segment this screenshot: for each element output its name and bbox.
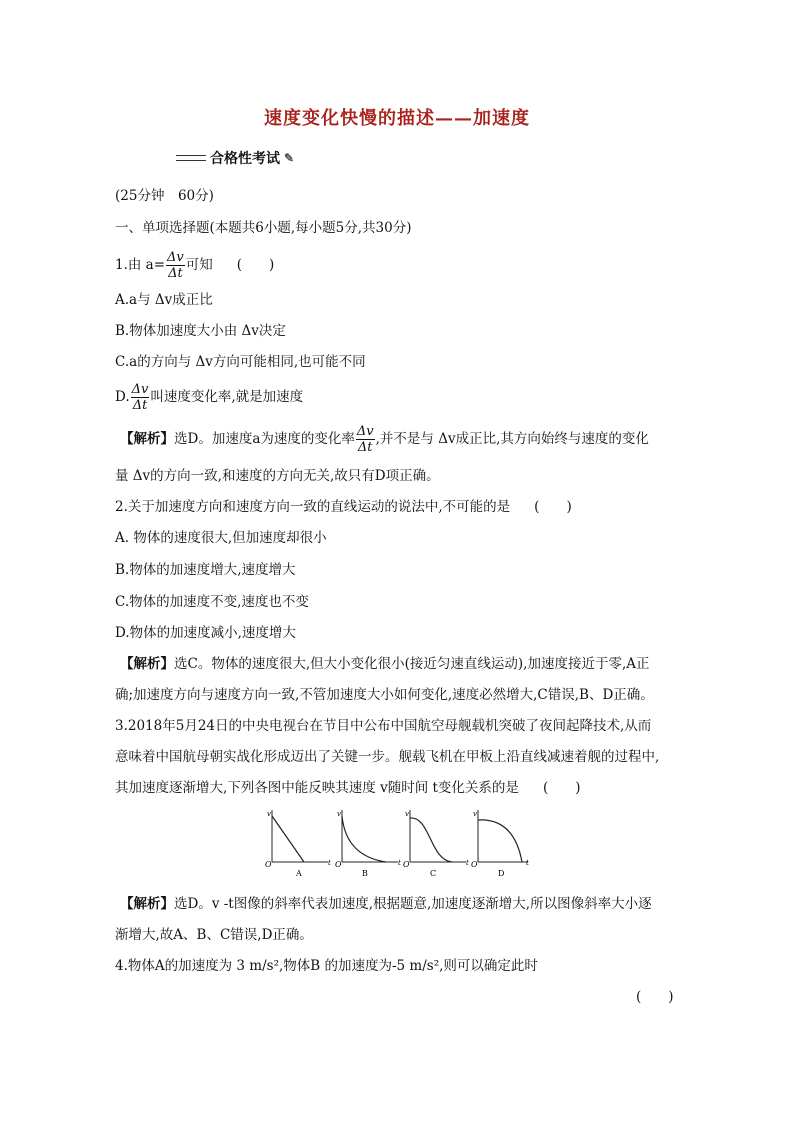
frac-den: Δt (357, 440, 373, 455)
q1-ans-pre: 选D。加速度a为速度的变化率 (174, 431, 355, 447)
q1-option-c: C.a的方向与 Δv方向可能相同,也可能不同 (115, 354, 366, 370)
origin-label: O (265, 860, 272, 869)
fraction-dv-dt (131, 382, 150, 413)
v-axis-label: v (337, 810, 341, 818)
q2-option-c: C.物体的加速度不变,速度也不变 (115, 594, 309, 610)
q1-paren: ( ) (236, 257, 275, 273)
frac-den: Δt (132, 398, 148, 413)
graph-d (471, 810, 529, 878)
q3-answer-line2: 渐增大,故A、B、C错误,D正确。 (115, 927, 313, 943)
v-axis-label: v (267, 810, 271, 818)
graph-label-b: B (362, 869, 368, 878)
q1-stem-pre: 1.由 a= (115, 257, 166, 273)
curve-c (410, 818, 452, 862)
q3-answer-line1 (120, 894, 652, 914)
exam-meta: (25分钟 60分) (115, 188, 214, 204)
q1-stem-post: 可知 (185, 257, 213, 273)
origin-label: O (335, 860, 342, 869)
q2-option-d: D.物体的加速度减小,速度增大 (115, 625, 296, 641)
page-title: 速度变化快慢的描述——加速度 (264, 108, 530, 129)
q1-answer-line2: 量 Δv的方向一致,和速度的方向无关,故只有D项正确。 (115, 468, 440, 484)
graph-a (265, 810, 331, 878)
t-axis-label: t (398, 859, 401, 867)
q3-line3 (115, 778, 580, 798)
q1-d-post: 叫速度变化率,就是加速度 (150, 389, 304, 405)
graph-b (335, 810, 401, 878)
q1-answer-line1 (120, 422, 649, 456)
t-axis-label: t (466, 859, 469, 867)
q2-answer-line1 (120, 654, 650, 674)
pencil-icon: ✎ (284, 151, 295, 165)
frac-den: Δt (168, 266, 183, 281)
q3-paren: ( ) (542, 780, 581, 796)
frac-num: Δv (131, 382, 149, 397)
q3-line1: 3.2018年5月24日的中央电视台在节目中公布中国航空母舰载机突破了夜间起降技术,从而 (115, 718, 652, 734)
q2-stem (115, 497, 572, 517)
vt-graphs-figure (262, 806, 532, 880)
graph-label-c: C (430, 869, 437, 878)
fraction-dv-dt (166, 250, 185, 281)
answer-tag: 【解析】 (120, 896, 174, 912)
section-label: 合格性考试 (210, 151, 280, 167)
fraction-dv-dt (356, 424, 375, 455)
q4-paren: ( ) (636, 989, 674, 1005)
frac-num: Δv (356, 424, 374, 439)
q2-ans-text: 选C。物体的速度很大,但大小变化很小(接近匀速直线运动),加速度接近于零,A正 (174, 656, 650, 672)
frac-num: Δv (167, 250, 184, 265)
v-axis-label: v (473, 810, 477, 818)
q2-option-b: B.物体的加速度增大,速度增大 (115, 562, 296, 578)
q1-ans-post: ,并不是与 Δv成正比,其方向始终与速度的变化 (375, 431, 649, 447)
curve-b (342, 816, 386, 862)
graph-c (403, 810, 469, 878)
curve-a (272, 816, 304, 862)
double-rule (176, 155, 206, 161)
q2-answer-line2: 确;加速度方向与速度方向一致,不管加速度大小如何变化,速度必然增大,C错误,B、D正确。 (115, 687, 654, 703)
q2-stem-text: 2.关于加速度方向和速度方向一致的直线运动的说法中,不可能的是 (115, 499, 511, 515)
q1-option-a: A.a与 Δv成正比 (115, 292, 213, 308)
q3-line3-text: 其加速度逐渐增大,下列各图中能反映其速度 v随时间 t变化关系的是 (115, 780, 519, 796)
q1-option-d (115, 380, 303, 414)
q3-line2: 意味着中国航母朝实战化形成迈出了关键一步。舰载飞机在甲板上沿直线减速着舰的过程中, (115, 749, 660, 765)
part-heading: 一、单项选择题(本题共6小题,每小题5分,共30分) (115, 220, 412, 236)
q1-stem (115, 250, 274, 281)
curve-d (478, 820, 522, 862)
q2-paren: ( ) (534, 499, 572, 515)
q4-stem: 4.物体A的加速度为 3 m/s²,物体B 的加速度为-5 m/s²,则可以确定此时 (115, 958, 538, 974)
q1-option-b: B.物体加速度大小由 Δv决定 (115, 323, 286, 339)
t-axis-label: t (328, 859, 331, 867)
answer-tag: 【解析】 (120, 431, 174, 447)
q2-option-a: A. 物体的速度很大,但加速度却很小 (115, 530, 327, 546)
origin-label: O (471, 860, 478, 869)
t-axis-label: t (526, 859, 529, 867)
answer-tag: 【解析】 (120, 656, 174, 672)
q1-d-pre: D. (115, 389, 130, 405)
graph-label-d: D (498, 869, 505, 878)
graph-label-a: A (296, 869, 302, 878)
v-axis-label: v (405, 810, 409, 818)
q3-ans-text: 选D。v -t图像的斜率代表加速度,根据题意,加速度逐渐增大,所以图像斜率大小逐 (174, 896, 652, 912)
section-heading (176, 148, 294, 168)
origin-label: O (403, 860, 410, 869)
